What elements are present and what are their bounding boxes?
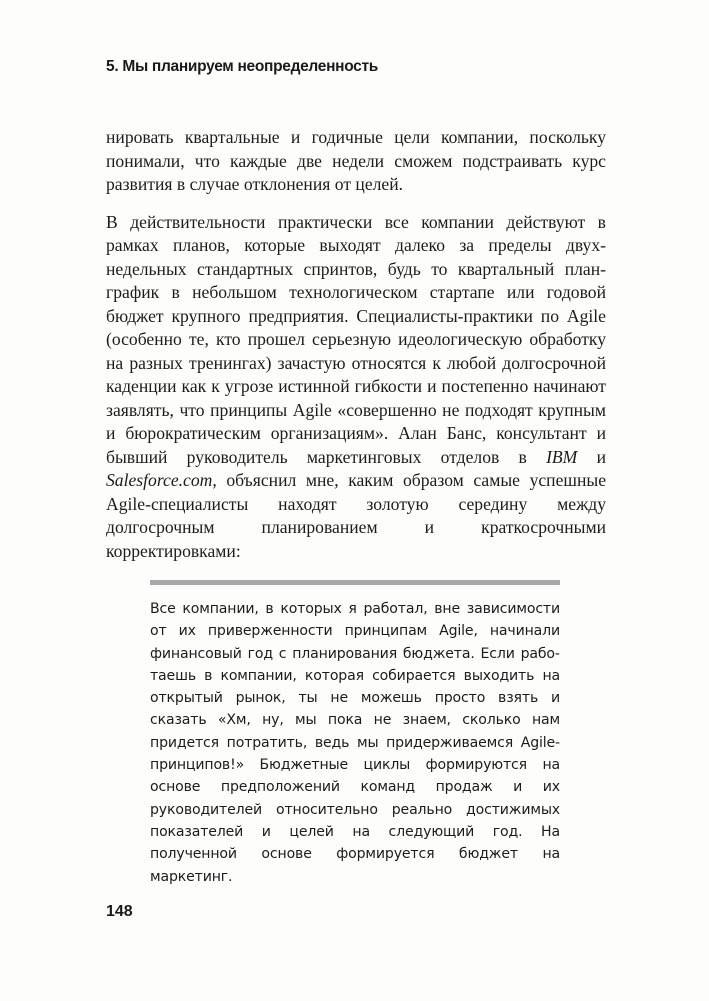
paragraph-continued: нировать квартальные и годичные цели компании, поскольку понимали, что каждые две недели сможем подстраивать курс развития в случае отклонения от целей. [106,127,606,194]
paragraph-text-part-2: , объяснил мне, каким образом самые успешные Agile-специалисты находят золотую середину между долгосрочным планированием и краткосрочными корректировками: [106,470,606,561]
running-head: 5. Мы планируем неопределенность [106,58,379,75]
company-salesforce: Salesforce.com [106,470,213,490]
conjunction: и [577,446,606,467]
company-ibm: IBM [546,446,578,467]
block-quote [150,598,560,888]
paragraph-agile-planning [106,211,606,564]
main-text [106,126,606,563]
page-number: 148 [106,903,133,920]
quote-text: Все компании, в которых я работал, вне зависимости от их приверженности принципам Agile, начинали финансовый год с планирования бюджета. Если работаешь в компании, которая собирается выходить на открытый рынок, ты не можешь просто взять и сказать «Хм, ну, мы пока не знаем, сколько нам придется потратить, ведь мы придерживаемся Agile-принципов!» Бюджетные циклы формируются на основе предположений команд продаж и их руководителей относительно реально достижимых показателей и целей на следующий год. На полученной основе формируется бюджет на маркетинг. [150,601,560,885]
paragraph-text-part-1: В действительности практически все компании действуют в рамках планов, которые выходят далеко за пределы двухнедельных стандартных спринтов, будь то квартальный план-график в небольшом технологическом стартапе или годовой бюджет крупного предприятия. Специалисты-практики по Agile (особенно те, кто прошел серьезную идеологическую обработку на разных тренингах) зачастую относятся к любой долгосрочной каденции как к угрозе истинной гибкости и постепенно начинают заявлять, что принципы Agile «совершенно не подходят крупным и бюрократическим организациям». Алан Банс, консультант и бывший руководитель маркетинговых отделов в [106,211,606,467]
quote-divider [150,580,560,585]
